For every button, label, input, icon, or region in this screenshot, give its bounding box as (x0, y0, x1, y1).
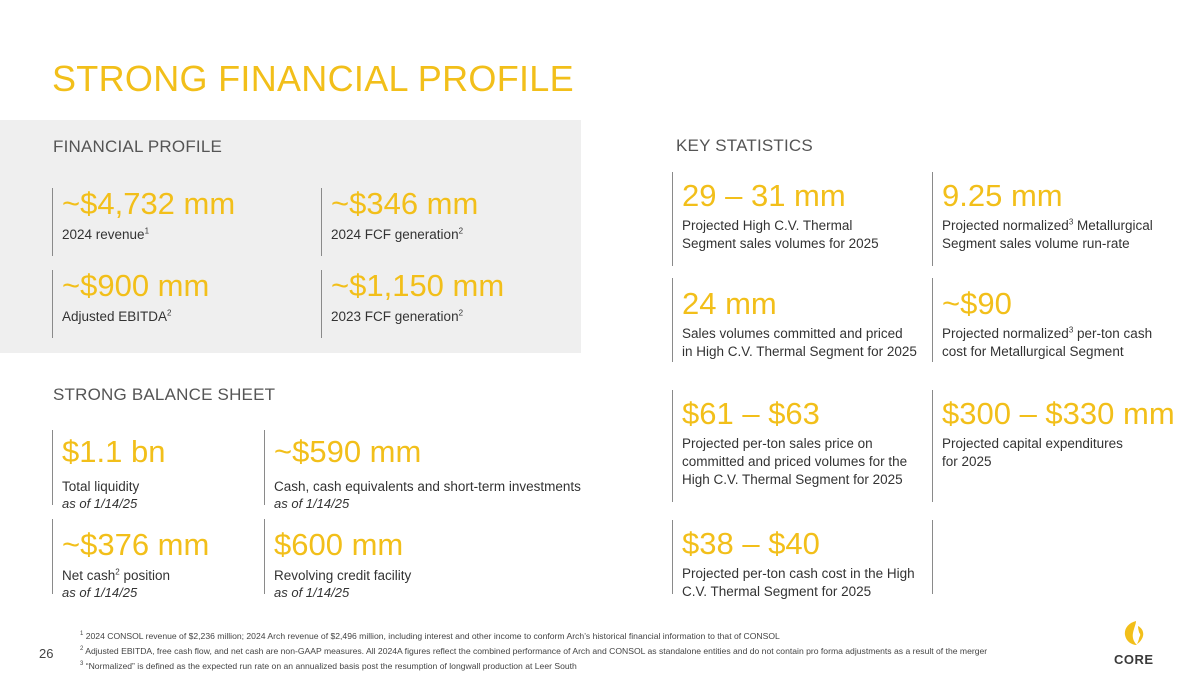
stat-value: $38 – $40 (682, 526, 820, 561)
stat-met-volumes (932, 172, 1153, 266)
stat-2023-fcf (321, 270, 504, 338)
stat-desc: Revolving credit facility (274, 568, 412, 583)
page-number: 26 (39, 646, 54, 661)
page-title: STRONG FINANCIAL PROFILE (52, 58, 574, 99)
stat-desc: Projected per-ton sales price on committed and priced volumes for the High C.V. Thermal Segment for 2025 (682, 436, 908, 487)
core-logo-icon (1122, 620, 1146, 646)
stat-desc: Sales volumes committed and priced in High C.V. Thermal Segment for 2025 (682, 326, 917, 359)
stat-value: $300 – $330 mm (942, 396, 1175, 431)
stat-value: 29 – 31 mm (682, 178, 846, 213)
stat-thermal-cash-cost (672, 520, 915, 599)
stat-value: $61 – $63 (682, 396, 820, 431)
stat-note: as of 1/14/25 (62, 496, 138, 511)
stat-committed-volumes (672, 278, 917, 362)
stat-desc: Cash, cash equivalents and short-term investments (274, 479, 581, 494)
stat-value: ~$900 mm (62, 268, 210, 303)
stat-note: as of 1/14/25 (62, 585, 138, 600)
core-logo-text: CORE (1114, 652, 1154, 667)
stat-value: ~$4,732 mm (62, 186, 236, 221)
stat-note: as of 1/14/25 (274, 496, 350, 511)
stat-divider-empty (932, 520, 933, 594)
stat-desc: Net cash$^2$ position (62, 567, 171, 583)
stat-value: ~$1,150 mm (331, 268, 505, 303)
stat-desc: 2023 FCF generation$^2$ (331, 308, 464, 324)
stat-desc: Projected High C.V. Thermal Segment sales volumes for 2025 (682, 218, 879, 251)
stat-desc: Adjusted EBITDA$^2$ (62, 308, 172, 324)
stat-thermal-volumes (672, 172, 879, 266)
stat-value: ~$376 mm (62, 527, 210, 562)
stat-net-cash (52, 519, 210, 600)
stat-value: $600 mm (274, 527, 404, 562)
stat-sales-price (672, 390, 907, 502)
stat-2024-revenue (52, 188, 235, 256)
footnotes (80, 628, 987, 673)
core-logo (1114, 620, 1154, 668)
footnote-3: $^3$ “Normalized” is defined as the expected run rate on an annualized basis post the resumption of longwall production at Leer South (80, 660, 577, 671)
stat-value: 24 mm (682, 286, 777, 321)
stat-value: $1.1 bn (62, 434, 166, 469)
stat-value: ~$346 mm (331, 186, 479, 221)
stat-desc: 2024 revenue$^1$ (62, 226, 150, 242)
stat-desc: Projected normalized$^3$ per-ton cash cost for Metallurgical Segment (942, 325, 1153, 359)
stat-desc: Total liquidity (62, 479, 140, 494)
stat-desc: 2024 FCF generation$^2$ (331, 226, 464, 242)
stat-cash (264, 430, 581, 511)
stat-desc: Projected per-ton cash cost in the High C.V. Thermal Segment for 2025 (682, 566, 915, 599)
footnote-2: $^2$ Adjusted EBITDA, free cash flow, and net cash are non-GAAP measures. All 2024A figures reflect the combined performance of Arch and CONSOL as standalone entities and do not contain pro forma adjustments as a result of the merger (80, 645, 988, 656)
stat-revolver (264, 519, 412, 600)
stat-value: ~$590 mm (274, 434, 422, 469)
stat-total-liquidity (52, 430, 166, 511)
stat-met-cash-cost (932, 278, 1152, 362)
balance-sheet-label: STRONG BALANCE SHEET (53, 385, 276, 404)
stat-value: ~$90 (942, 286, 1012, 321)
footnote-1: $^1$ 2024 CONSOL revenue of $2,236 million; 2024 Arch revenue of $2,496 million, including interest and other income to conform Arch’s historical financial information to that of CONSOL (80, 630, 780, 641)
stat-desc: Projected normalized$^3$ Metallurgical Segment sales volume run-rate (942, 217, 1153, 251)
stat-note: as of 1/14/25 (274, 585, 350, 600)
stat-value: 9.25 mm (942, 178, 1063, 213)
stat-adjusted-ebitda (52, 270, 209, 338)
stat-desc: Projected capital expenditures for 2025 (942, 436, 1123, 469)
financial-profile-label: FINANCIAL PROFILE (53, 137, 223, 156)
key-statistics-label: KEY STATISTICS (676, 136, 813, 155)
stat-2024-fcf (321, 188, 478, 256)
stat-capex (932, 390, 1175, 502)
